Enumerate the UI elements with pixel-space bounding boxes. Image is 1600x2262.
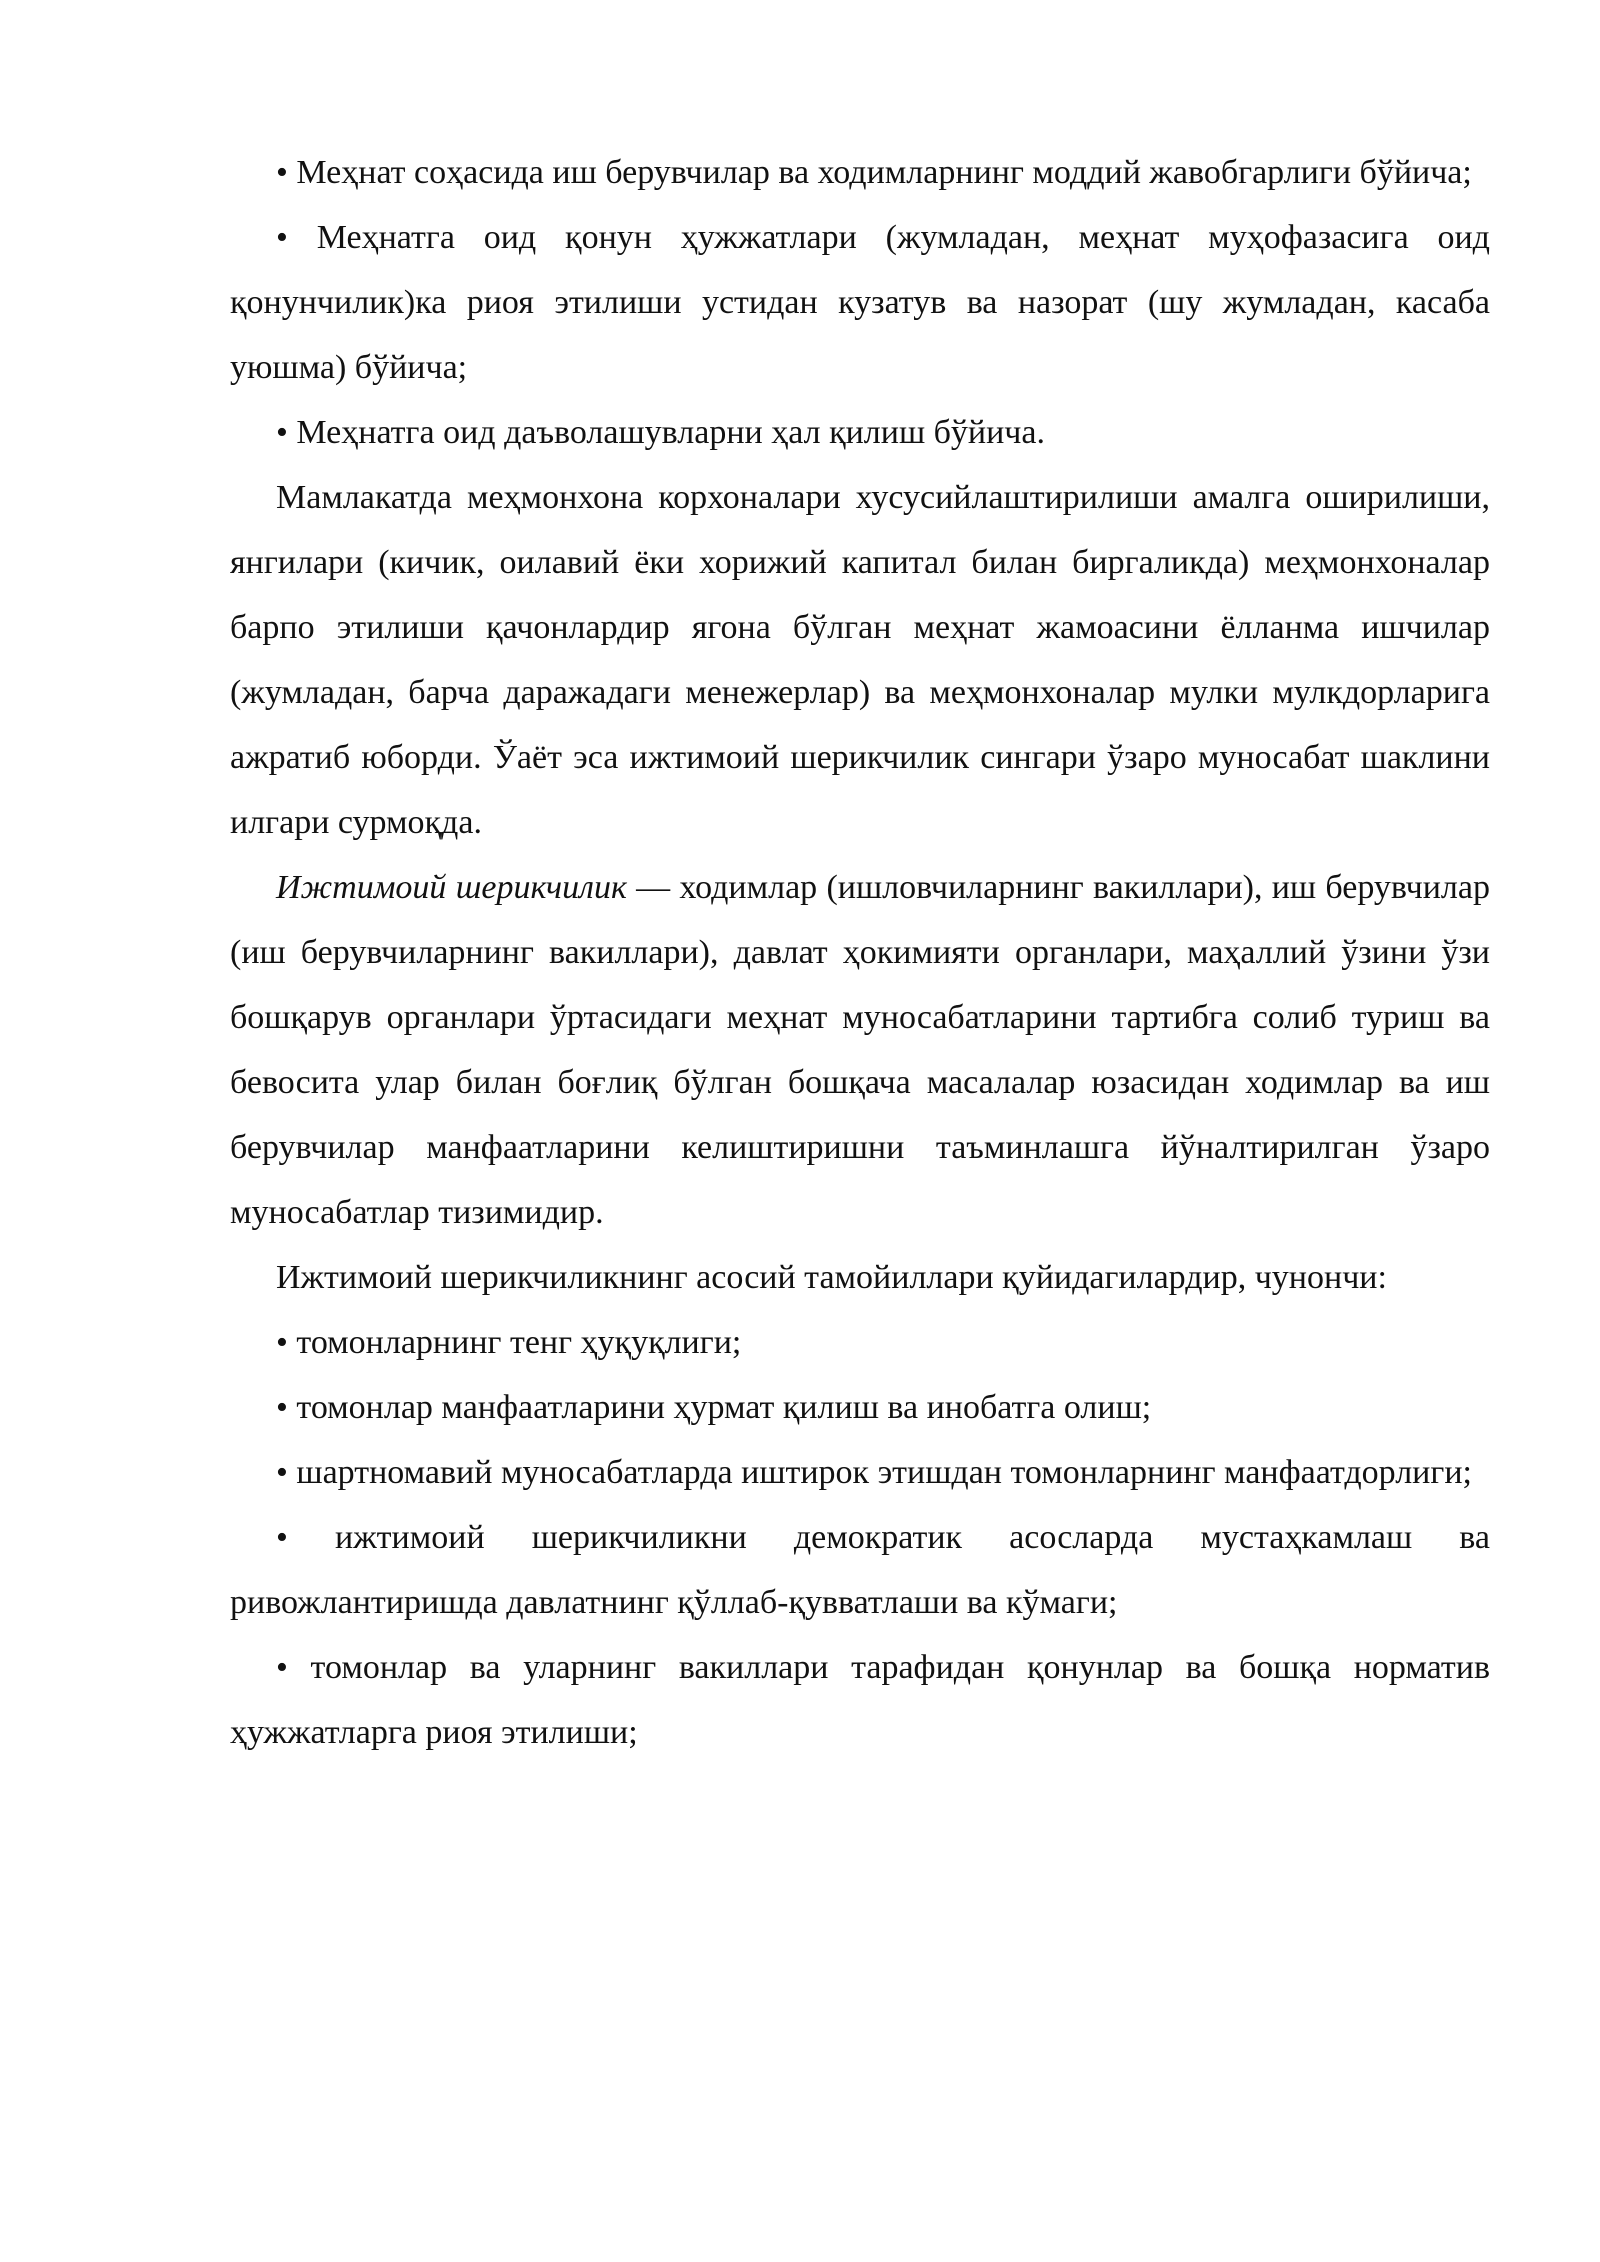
principle-item: • томонлар манфаатларини ҳурмат қилиш ва инобатга олиш; [276,1389,1152,1426]
principle-item: • ижтимоий шерикчиликни демократик асосларда мустаҳкамлаш ва ривожлантиришда давлатнинг қўллаб-қувватлаши ва кўмаги; [230,1519,1490,1621]
paragraph-social-partnership-definition [230,855,1490,1245]
paragraph-hotel-privatization: Мамлакатда меҳмонхона корхоналари хусусийлаштирилиши амалга оширилиши, янгилари (кичик, оилавий ёки хорижий капитал билан биргаликда) меҳмонхоналар барпо этилиши қачонлардир ягона бўлган меҳнат жамоасини ёлланма ишчилар (жумладан, барча даражадаги менежерлар) ва меҳмонхоналар мулки мулкдорларига ажратиб юборди. Ўаёт эса ижтимоий шерикчилик сингари ўзаро муносабат шаклини илгари сурмоқда. [230,479,1490,841]
bullet-labor-disputes: • Меҳнатга оид даъволашувларни ҳал қилиш бўйича. [276,414,1046,451]
bullet-material-liability: • Меҳнат соҳасида иш берувчилар ва ходимларнинг моддий жавобгарлиги бўйича; [276,154,1472,191]
principle-item: • томонларнинг тенг ҳуқуқлиги; [276,1324,742,1361]
definition-text: — ходимлар (ишловчиларнинг вакиллари), иш берувчилар (иш берувчиларнинг вакиллари), давлат ҳокимияти органлари, маҳаллий ўзини ўзи бошқарув органлари ўртасидаги меҳнат муносабатларини тартибга солиб туриш ва бевосита улар билан боғлиқ бўлган бошқача масалалар юзасидан ходимлар ва иш берувчилар манфаатларини келиштиришни таъминлашга йўналтирилган ўзаро муносабатлар тизимидир. [230,869,1490,1231]
bullet-labor-law-compliance: • Меҳнатга оид қонун ҳужжатлари (жумладан, меҳнат муҳофазасига оид қонунчилик)ка риоя этилиши устидан кузатув ва назорат (шу жумладан, касаба уюшма) бўйича; [230,219,1490,386]
principle-item: • шартномавий муносабатларда иштирок этишдан томонларнинг манфаатдорлиги; [276,1454,1472,1491]
document-page [230,140,1490,1765]
paragraph-principles-intro: Ижтимоий шерикчиликнинг асосий тамойиллари қуйидагилардир, чунончи: [276,1259,1387,1296]
principle-item: • томонлар ва уларнинг вакиллари тарафидан қонунлар ва бошқа норматив ҳужжатларга риоя этилиши; [230,1649,1490,1751]
term-social-partnership: Ижтимоий шерикчилик [276,869,627,906]
